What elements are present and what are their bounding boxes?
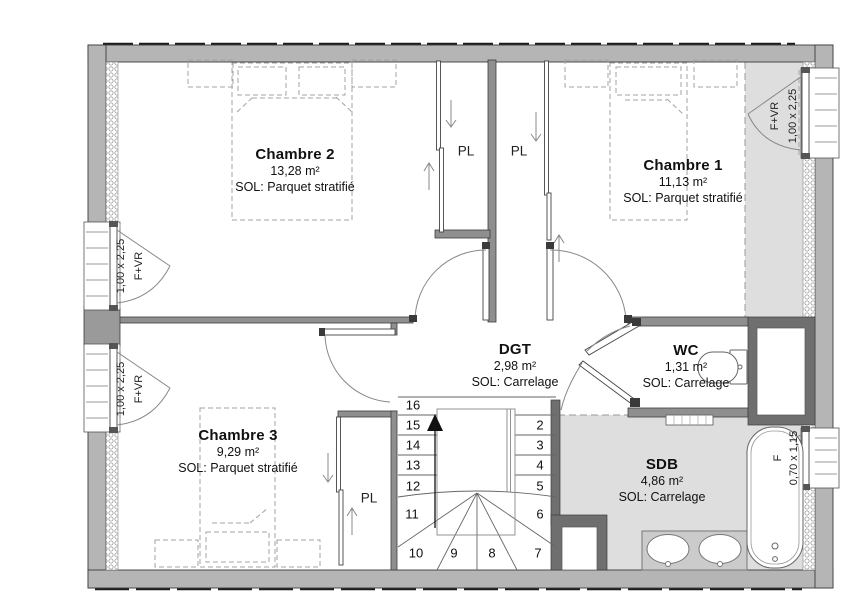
window-type-chambre2: F+VR <box>133 251 145 281</box>
room-label-dgt <box>472 341 559 389</box>
stair-step-5: 5 <box>536 478 544 494</box>
closet-label-chambre1: PL <box>510 143 528 159</box>
stair-step-9: 9 <box>450 545 458 561</box>
room-floor: SOL: Carrelage <box>642 375 730 390</box>
stair-step-11: 11 <box>405 506 419 522</box>
door-arc-chambre3 <box>325 336 390 402</box>
window-type-chambre3: F+VR <box>133 374 145 404</box>
stair-step-3: 3 <box>536 437 544 453</box>
door-arc-chambre2 <box>415 250 486 320</box>
closet-panels <box>337 61 552 565</box>
room-area: 2,98 m² <box>493 359 537 374</box>
nightstand <box>155 540 198 567</box>
duct-wc <box>757 328 805 415</box>
window-size-chambre3: 1,00 x 2,25 <box>115 361 127 417</box>
room-name: SDB <box>645 456 679 473</box>
room-area: 9,29 m² <box>216 445 260 460</box>
room-floor: SOL: Carrelage <box>471 374 559 389</box>
door-chambre1 <box>547 248 553 320</box>
stair-up-arrow-icon <box>427 414 443 431</box>
window-size-chambre2: 1,00 x 2,25 <box>115 238 127 294</box>
stair-step-2: 2 <box>536 417 544 433</box>
stair-step-12: 12 <box>405 478 421 494</box>
double-sink <box>642 531 747 570</box>
stair-step-15: 15 <box>405 417 421 433</box>
pillow <box>616 67 681 95</box>
window-type-sdb: F <box>772 454 784 462</box>
stair-step-8: 8 <box>488 545 496 561</box>
door-chambre2 <box>483 248 489 320</box>
room-floor: SOL: Carrelage <box>618 489 706 504</box>
room-area: 4,86 m² <box>640 474 684 489</box>
room-area: 11,13 m² <box>658 175 708 190</box>
pillow <box>299 67 345 95</box>
room-label-sdb <box>619 456 706 504</box>
window-size-sdb: 0,70 x 1,15 <box>788 430 800 486</box>
room-floor: SOL: Parquet stratifié <box>623 190 743 205</box>
door-chambre3 <box>323 329 395 335</box>
pillow <box>238 67 286 95</box>
room-name: DGT <box>498 341 532 358</box>
room-name: Chambre 2 <box>255 146 335 163</box>
door-wc <box>585 321 639 355</box>
stair-step-6: 6 <box>536 506 544 522</box>
nightstand <box>694 60 737 87</box>
staircase <box>398 397 556 570</box>
window-type-chambre1: F+VR <box>769 101 781 131</box>
room-name: WC <box>673 342 699 359</box>
window-chambre2 <box>84 221 170 311</box>
window-chambre3 <box>84 343 170 433</box>
stair-step-14: 14 <box>405 437 421 453</box>
nightstand <box>565 60 608 87</box>
radiator <box>666 415 713 425</box>
window-size-chambre1: 1,00 x 2,25 <box>787 88 799 144</box>
room-floor: SOL: Parquet stratifié <box>178 460 298 475</box>
nightstand <box>277 540 320 567</box>
stair-step-4: 4 <box>536 457 544 473</box>
room-floor: SOL: Parquet stratifié <box>235 179 355 194</box>
room-label-chambre3 <box>178 427 298 475</box>
nightstand <box>352 60 396 87</box>
door-sdb <box>579 361 637 405</box>
room-area: 13,28 m² <box>270 164 320 179</box>
closet-label-chambre3: PL <box>360 490 378 506</box>
closet-label-chambre2: PL <box>457 143 475 159</box>
room-area: 1,31 m² <box>664 360 708 375</box>
door-arc-chambre1 <box>550 250 626 319</box>
stair-step-7: 7 <box>534 545 542 561</box>
stair-step-10: 10 <box>408 545 424 561</box>
room-name: Chambre 1 <box>643 157 723 174</box>
stair-step-13: 13 <box>405 457 421 473</box>
room-label-chambre1 <box>623 157 743 205</box>
duct-bottom <box>562 527 597 570</box>
stair-step-16: 16 <box>405 397 421 413</box>
bed-chambre2 <box>232 63 352 220</box>
room-label-chambre2 <box>235 146 355 194</box>
nightstand <box>188 60 233 87</box>
door-arc-sdb <box>561 363 582 410</box>
pillow <box>206 532 269 562</box>
room-label-wc <box>643 342 730 390</box>
room-name: Chambre 3 <box>198 427 278 444</box>
